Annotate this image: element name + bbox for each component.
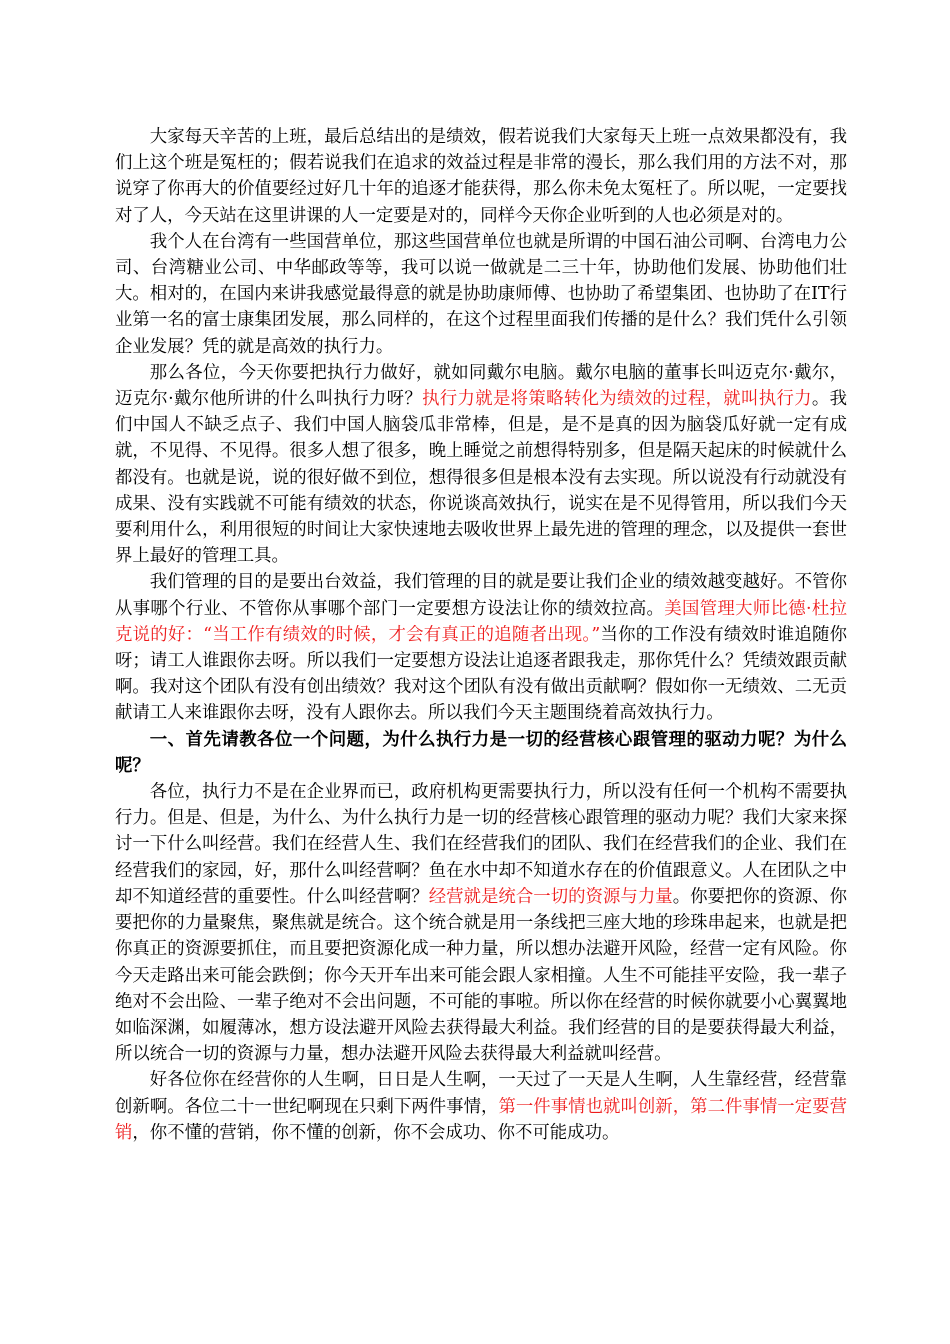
paragraph-2: [115, 229, 847, 360]
highlighted-quote: 美国管理大师比德·杜拉克说的好：“当工作有绩效的时候，才会有真正的追随者出现。”: [115, 598, 847, 645]
text-run: 那么各位，今天你要把执行力做好，就如同戴尔电脑。戴尔电脑的董事长叫迈克尔·戴尔，迈克尔·戴尔他所讲的什么叫执行力呀？: [115, 362, 847, 410]
paragraph-4: [115, 569, 847, 726]
text-run: 各位，执行力不是在企业界而已，政府机构更需要执行力，所以没有任何一个机构不需要执行力。但是、但是，为什么、为什么执行力是一切的经营核心跟管理的驱动力呢？我们大家来探讨一下什么叫经营。我们在经营人生、我们在经营我们的团队、我们在经营我们的企业、我们在经营我们的家园，好，那什么叫经营啊？鱼在水中却不知道水存在的价值跟意义。人在团队之中却不知道经营的重要性。什么叫经营啊？: [115, 782, 847, 907]
text-run: 大家每天辛苦的上班，最后总结出的是绩效，假若说我们大家每天上班一点效果都没有，我们上这个班是冤枉的；假若说我们在追求的效益过程是非常的漫长，那么我们用的方法不对，那说穿了你再大的价值要经过好几十年的追逐才能获得，那么你未免太冤枉了。所以呢，一定要找对了人，今天站在这里讲课的人一定要是对的，同样今天你企业听到的人也必须是对的。: [115, 127, 847, 226]
highlighted-quote: 执行力就是将策略转化为绩效的过程，就叫执行力: [422, 389, 812, 410]
text-run: 好各位你在经营你的人生啊，日日是人生啊，一天过了一天是人生啊，人生靠经营，经营靠创新啊。各位二十一世纪啊现在只剩下两件事情，: [115, 1070, 847, 1117]
text-run: 我个人在台湾有一些国营单位，那这些国营单位也就是所谓的中国石油公司啊、台湾电力公司、台湾糖业公司、中华邮政等等，我可以说一做就是二三十年，协助他们发展、协助他们壮大。相对的，在国内来讲我感觉最得意的就是协助康师傅、也协助了希望集团、也协助了在IT行业第一名的富士康集团发展，那么同样的，在这个过程里面我们传播的是什么？我们凭什么引领企业发展？凭的就是高效的执行力。: [115, 231, 847, 357]
text-run: ，你不懂的营销，你不懂的创新，你不会成功、你不可能成功。: [132, 1122, 620, 1143]
section-heading: [115, 727, 847, 779]
text-run: 当你的工作没有绩效时谁追随你呀；请工人谁跟你去呀。所以我们一定要想方设法让追逐者跟我走，那你凭什么？凭绩效跟贡献啊。我对这个团队有没有创出绩效？我对这个团队有没有做出贡献啊？假如你一无绩效、二无贡献请工人来谁跟你去呀，没有人跟你去。所以我们今天主题围绕着高效执行力。: [115, 624, 847, 724]
text-run: 。你要把你的资源、你要把你的力量聚焦，聚焦就是统合。这个统合就是用一条线把三座大地的珍珠串起来，也就是把你真正的资源要抓住，而且要把资源化成一种力量，所以想办法避开风险，经营一定有风险。你今天走路出来可能会跌倒；你今天开车出来可能会跟人家相撞。人生不可能挂平安险，我一辈子绝对不会出险、一辈子绝对不会出问题，不可能的事啦。所以你在经营的时候你就要小心翼翼地如临深渊，如履薄冰，想方设法避开风险去获得最大利益。我们经营的目的是要获得最大利益，所以统合一切的资源与力量，想办法避开风险去获得最大利益就叫经营。: [115, 886, 847, 1065]
paragraph-1: [115, 124, 847, 229]
text-run: 。我们中国人不缺乏点子、我们中国人脑袋瓜非常棒，但是，是不是真的因为脑袋瓜好就一定有成就，不见得、不见得。很多人想了很多，晚上睡觉之前想得特别多，但是隔天起床的时候就什么都没有。也就是说，说的很好做不到位，想得很多但是根本没有去实现。所以说没有行动就没有成果、没有实践就不可能有绩效的状态，你说谈高效执行，说实在是不见得管用，所以我们今天要利用什么，利用很短的时间让大家快速地去吸收世界上最先进的管理的理念，以及提供一套世界上最好的管理工具。: [115, 389, 847, 567]
text-run: 我们管理的目的是要出台效益，我们管理的目的就是要让我们企业的绩效越变越好。不管你从事哪个行业、不管你从事哪个部门一定要想方设法让你的绩效拉高。: [115, 572, 847, 619]
highlighted-quote: 经营就是统合一切的资源与力量: [428, 886, 673, 907]
paragraph-5: [115, 779, 847, 1067]
paragraph-6: [115, 1067, 847, 1146]
paragraph-3: [115, 360, 847, 570]
document-page: [115, 124, 847, 1146]
highlighted-quote: 第一件事情也就叫创新，第二件事情一定要营销: [115, 1096, 847, 1143]
heading-text: 一、首先请教各位一个问题，为什么执行力是一切的经营核心跟管理的驱动力呢？为什么呢？: [115, 729, 847, 776]
